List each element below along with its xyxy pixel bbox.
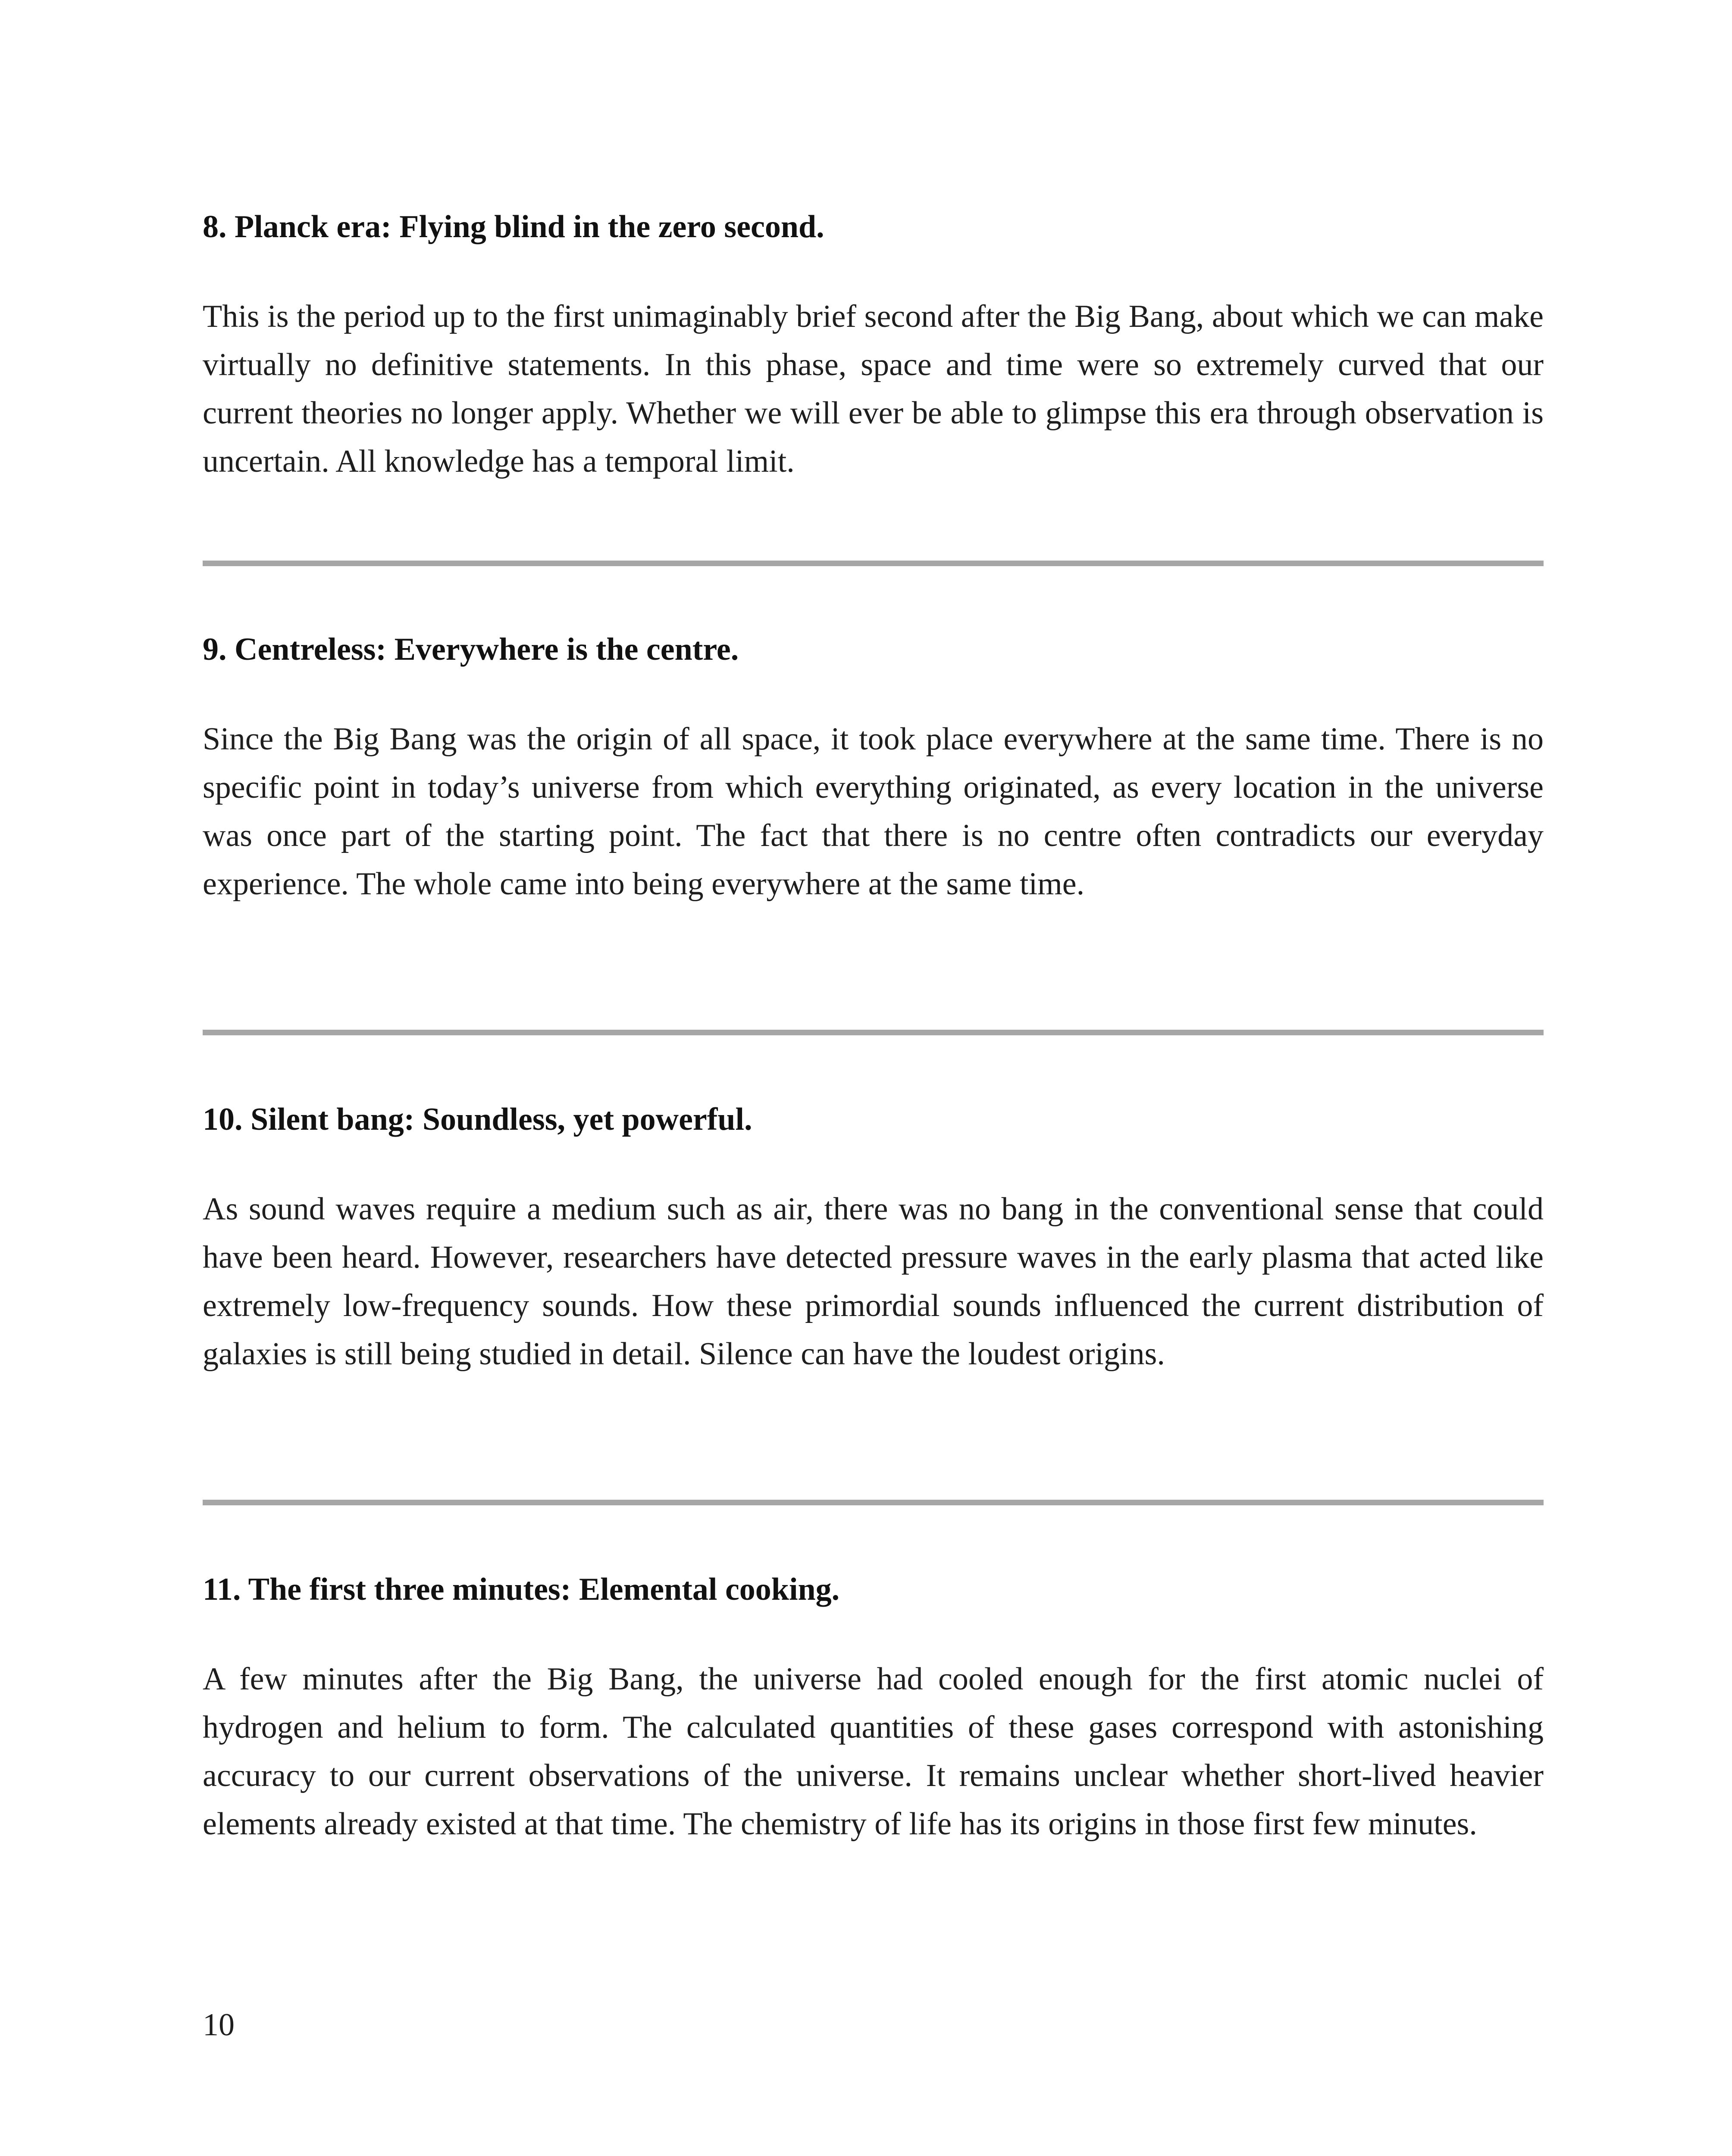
section-centreless <box>203 625 1544 908</box>
section-first-three-minutes <box>203 1565 1544 1848</box>
section-divider <box>203 561 1544 566</box>
section-body: This is the period up to the first unimaginably brief second after the Big Bang, about which we can make virtually no definitive statements. In this phase, space and time were so extremely curved that our current theories no longer apply. Whether we will ever be able to glimpse this era through observation is uncertain. All knowledge has a temporal limit. <box>203 299 1544 479</box>
section-heading: 8. Planck era: Flying blind in the zero second. <box>203 209 824 244</box>
section-silent-bang <box>203 1095 1544 1378</box>
section-body: Since the Big Bang was the origin of all space, it took place everywhere at the same time. There is no specific point in today’s universe from which everything originated, as every location in the universe was once part of the starting point. The fact that there is no centre often contradicts our everyday experience. The whole came into being everywhere at the same time. <box>203 721 1544 902</box>
section-divider <box>203 1500 1544 1505</box>
section-heading: 11. The first three minutes: Elemental cooking. <box>203 1572 840 1607</box>
section-body: A few minutes after the Big Bang, the universe had cooled enough for the first atomic nuclei of hydrogen and helium to form. The calculated quantities of these gases correspond with astonishing accuracy to our current observations of the universe. It remains unclear whether short-lived heavier elements already existed at that time. The chemistry of life has its origins in those first few minutes. <box>203 1661 1544 1842</box>
section-body: As sound waves require a medium such as air, there was no bang in the conventional sense that could have been heard. However, researchers have detected pressure waves in the early plasma that acted like extremely low-frequency sounds. How these primordial sounds influenced the current distribution of galaxies is still being studied in detail. Silence can have the loudest origins. <box>203 1191 1544 1372</box>
page-number: 10 <box>203 2007 235 2043</box>
section-planck-era <box>203 203 1544 486</box>
section-heading: 9. Centreless: Everywhere is the centre. <box>203 632 739 667</box>
section-heading: 10. Silent bang: Soundless, yet powerful. <box>203 1102 752 1137</box>
section-divider <box>203 1030 1544 1035</box>
